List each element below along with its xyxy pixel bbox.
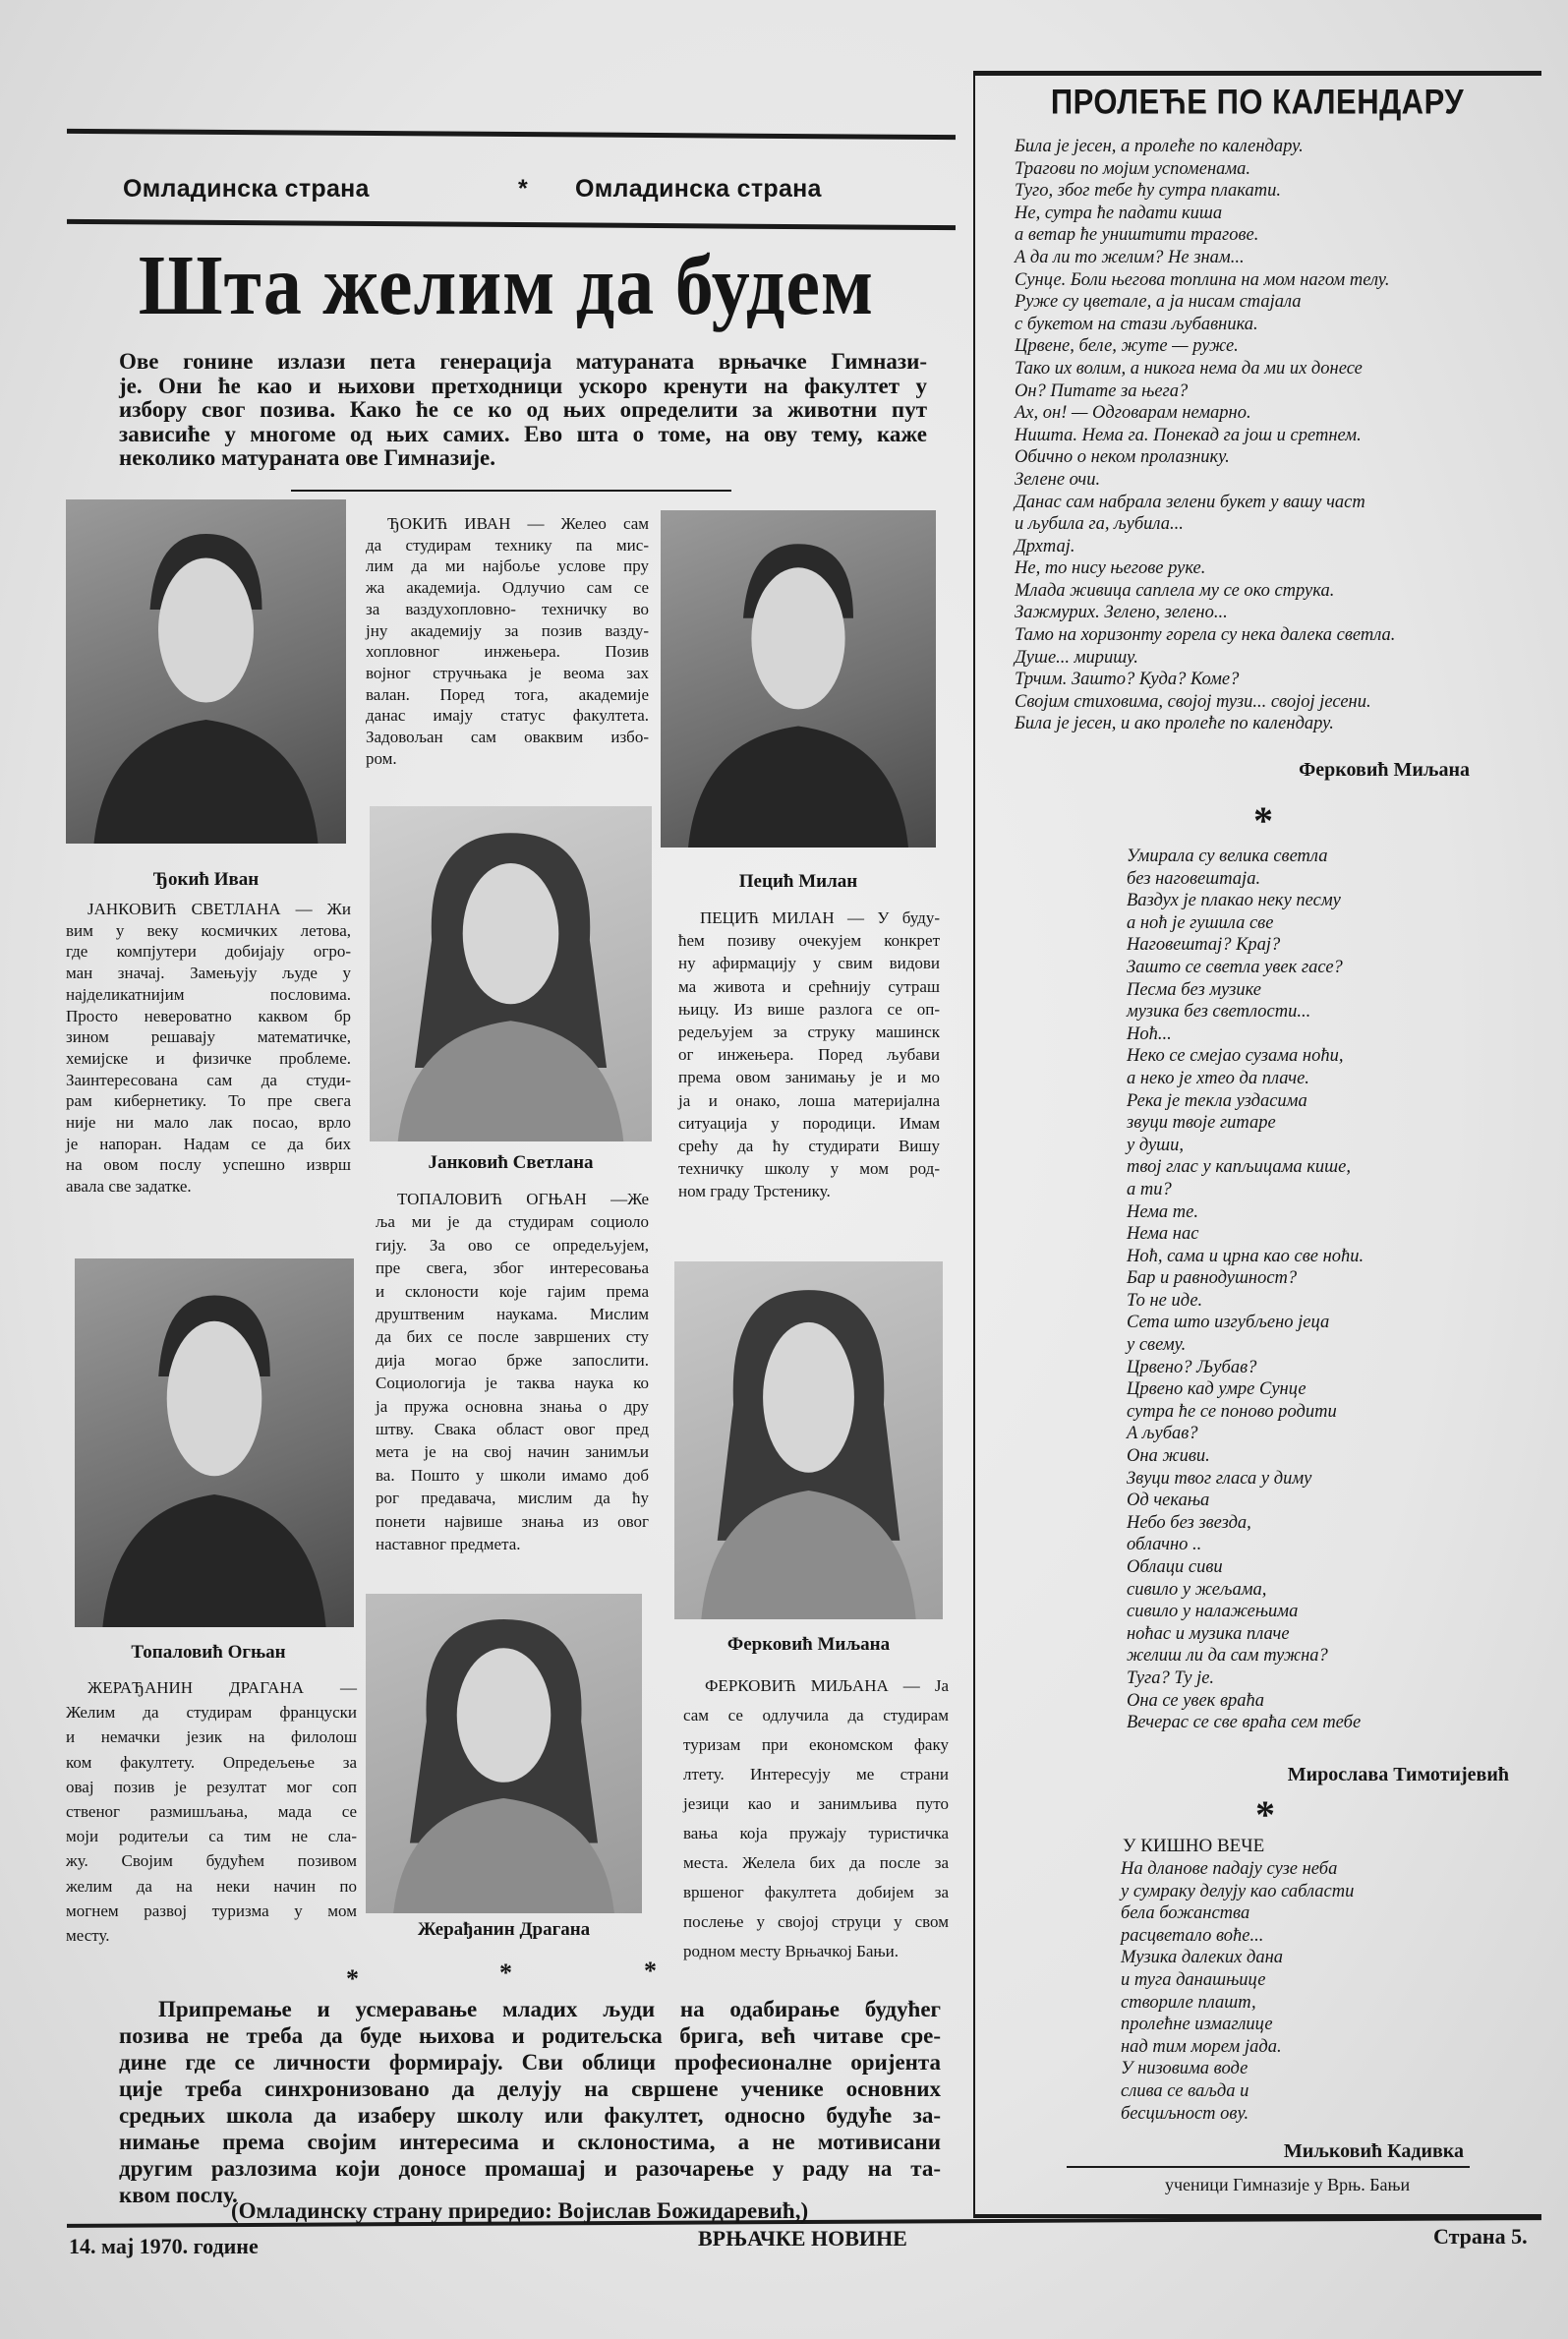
portrait-silhouette-icon bbox=[75, 1258, 354, 1627]
text-line: а ноћ је гушила све bbox=[1127, 912, 1274, 933]
text-line: Ваздух је плакао неку песму bbox=[1127, 891, 1341, 911]
portrait-photo-zeradjanin bbox=[366, 1594, 642, 1913]
text-line: срећу да ћу студирати Вишу bbox=[678, 1137, 940, 1156]
poem-3-author: Миљковић Кадивка bbox=[1283, 2140, 1464, 2162]
text-line: рог предавача, мислим да ћу bbox=[376, 1489, 649, 1508]
poetry-footnote: ученици Гимназије у Врњ. Бањи bbox=[1165, 2175, 1411, 2194]
text-line: дине где се личности формирају. Сви облици професионалне оријента bbox=[119, 2050, 941, 2075]
text-line: је напоран. Надам се да бих bbox=[66, 1134, 351, 1153]
flower-separator-icon: * bbox=[1255, 1792, 1275, 1837]
text-line: данас имају статус факултета. bbox=[366, 706, 649, 726]
text-line: није ни мало лак посао, врло bbox=[66, 1113, 351, 1133]
footer-date: 14. мај 1970. године bbox=[69, 2234, 259, 2258]
text-line: с букетом на стази љубавника. bbox=[1015, 314, 1258, 334]
poetry-title: ПРОЛЕЋЕ ПО КАЛЕНДАРУ bbox=[1050, 82, 1465, 122]
poem-2-author: Мирослава Тимотијевић bbox=[1287, 1764, 1509, 1785]
text-line: Душе... миришу. bbox=[1015, 647, 1138, 668]
text-line: Задовољан сам оваквим избо- bbox=[366, 728, 649, 747]
text-line: војног стручњака је веома зах bbox=[366, 663, 649, 682]
text-line: а ти? bbox=[1127, 1179, 1172, 1199]
text-line: Зелене очи. bbox=[1015, 469, 1101, 490]
text-line: ром. bbox=[366, 748, 397, 768]
text-line: ФЕРКОВИЋ МИЉАНА — Ја bbox=[705, 1676, 949, 1695]
caption-jankovic: Јанковић Светлана bbox=[428, 1152, 594, 1173]
text-line: понети највише знања из овог bbox=[376, 1511, 649, 1531]
caption-djokic: Ђокић Иван bbox=[152, 869, 260, 890]
text-line: У низовима воде bbox=[1121, 2059, 1249, 2079]
text-line: избору свог позива. Како ће се ко од њих определити за животни пут bbox=[119, 397, 927, 422]
text-line: сивило у налажењима bbox=[1127, 1602, 1299, 1622]
text-line: је. Они ће као и њихови претходници ускоро кренути на факултет у bbox=[119, 373, 927, 398]
text-line: да студирам технику па мис- bbox=[366, 535, 649, 555]
poem-2 bbox=[1127, 846, 1364, 1734]
portrait-silhouette-icon bbox=[370, 806, 652, 1141]
text-line: Нема нас bbox=[1127, 1224, 1199, 1245]
poetry-box-bottom-rule bbox=[973, 2214, 1541, 2218]
text-line: А љубав? bbox=[1127, 1424, 1198, 1444]
text-line: Она живи. bbox=[1127, 1446, 1210, 1467]
text-line: Трчим. Зашто? Куда? Коме? bbox=[1015, 670, 1240, 690]
divider-star: * bbox=[346, 1964, 359, 1993]
poem-1 bbox=[1015, 136, 1395, 735]
text-line: ком факултету. Опредељење за bbox=[66, 1752, 357, 1772]
text-line: Не, то нису његове руке. bbox=[1015, 558, 1206, 579]
portrait-photo-djokic bbox=[66, 499, 346, 844]
text-line: створиле плашт, bbox=[1121, 1992, 1256, 2013]
text-line: Ове гонине излази пета генерација матураната врњачке Гимнази- bbox=[119, 349, 927, 374]
text-line: облачно .. bbox=[1127, 1535, 1202, 1555]
text-line: ноћас и музика плаче bbox=[1127, 1623, 1290, 1644]
text-line: На дланове падају сузе неба bbox=[1121, 1859, 1338, 1879]
text-line: Облаци сиви bbox=[1127, 1557, 1223, 1577]
portrait-silhouette-icon bbox=[366, 1594, 642, 1913]
text-line: овај позив је резултат мог соп bbox=[66, 1777, 357, 1796]
text-line: ном граду Трстенику. bbox=[678, 1182, 831, 1201]
text-line: ПЕЦИЋ МИЛАН — У буду- bbox=[700, 908, 940, 927]
text-line: Просто невероватно каквом бр bbox=[66, 1006, 351, 1025]
text-line: музика без светлости... bbox=[1127, 1002, 1311, 1023]
text-line: желим да на неки начин по bbox=[66, 1876, 357, 1896]
text-line: Он? Питате за њега? bbox=[1015, 380, 1189, 401]
text-line: твој глас у капљицама кише, bbox=[1127, 1157, 1351, 1178]
closing-paragraph bbox=[119, 1996, 941, 2208]
caption-pecic: Пецић Милан bbox=[738, 871, 858, 892]
poem-3 bbox=[1121, 1858, 1354, 2125]
text-line: језици као и занимљива путо bbox=[683, 1794, 949, 1813]
text-line: Бар и равнодушност? bbox=[1127, 1268, 1298, 1289]
text-line: ја пружа основна знања о дру bbox=[376, 1396, 649, 1416]
text-line: Црвено? Љубав? bbox=[1127, 1357, 1257, 1377]
text-line: жу. Својим будућем позивом bbox=[66, 1851, 357, 1871]
header-bottom-rule bbox=[67, 219, 956, 230]
portrait-silhouette-icon bbox=[66, 499, 346, 844]
text-line: Данас сам набрала зелени букет у вашу част bbox=[1015, 492, 1365, 512]
text-line: у свему. bbox=[1127, 1335, 1187, 1356]
text-line: ТОПАЛОВИЋ ОГЊАН —Же bbox=[397, 1190, 649, 1208]
text-line: валан. Поред тога, академије bbox=[366, 684, 649, 704]
portrait-photo-jankovic bbox=[370, 806, 652, 1141]
text-line: ну афирмацију у свим видови bbox=[678, 954, 940, 973]
text-line: рам кибернетику. То пре свега bbox=[66, 1091, 351, 1111]
text-line: То не иде. bbox=[1127, 1290, 1203, 1311]
portrait-photo-topalovic bbox=[75, 1258, 354, 1627]
text-line: пре свега, због интересовања bbox=[376, 1258, 649, 1278]
text-line: могнем развој туризма у мом bbox=[66, 1900, 357, 1920]
text-line: и љубила га, љубила... bbox=[1015, 514, 1184, 535]
text-line: сивило у жељама, bbox=[1127, 1579, 1267, 1600]
text-line: Црвено кад умре Сунце bbox=[1127, 1379, 1307, 1400]
text-line: у сумраку делују као сабласти bbox=[1121, 1881, 1355, 1901]
text-line: њицу. Из више разлога се оп- bbox=[678, 999, 940, 1019]
text-line: наставног предмета. bbox=[376, 1535, 521, 1554]
text-line: у души, bbox=[1127, 1135, 1185, 1155]
text-line: Умирала су велика светла bbox=[1127, 847, 1328, 866]
text-line: лим да ми најбоље услове пру bbox=[366, 556, 649, 576]
statement-topalovic bbox=[376, 1188, 649, 1556]
text-line: Желим да студирам француски bbox=[66, 1703, 357, 1723]
footer-newspaper-name: ВРЊАЧКЕ НОВИНЕ bbox=[698, 2226, 907, 2251]
text-line: где компјутери добијају огро- bbox=[66, 942, 351, 962]
text-line: Музика далеких дана bbox=[1121, 1948, 1284, 1968]
text-line: бела божанства bbox=[1121, 1903, 1250, 1924]
intro-divider bbox=[291, 490, 731, 492]
text-line: друштвеним наукама. Мислим bbox=[376, 1305, 649, 1324]
section-label-left: Омладинска страна bbox=[123, 175, 370, 203]
text-line: штву. Свака област овог пред bbox=[376, 1420, 649, 1439]
text-line: најделикатнијим пословима. bbox=[66, 984, 351, 1004]
text-line: Социологија је таква наука ко bbox=[376, 1374, 649, 1393]
statement-ferkovic bbox=[683, 1671, 949, 1966]
text-line: према овом занимању је и мо bbox=[678, 1068, 940, 1087]
caption-zeradjanin: Жерађанин Драгана bbox=[417, 1919, 591, 1940]
poetry-footnote-rule bbox=[1067, 2166, 1470, 2168]
text-line: ЈАНКОВИЋ СВЕТЛАНА — Жи bbox=[87, 900, 351, 918]
footer-page-number: Страна 5. bbox=[1433, 2224, 1528, 2249]
divider-star: * bbox=[644, 1957, 657, 1985]
text-line: Својим стиховима, својој тузи... својој јесени. bbox=[1015, 691, 1371, 712]
text-line: хемијске и физичке проблеме. bbox=[66, 1048, 351, 1068]
poem-1-author: Ферковић Миљана bbox=[1299, 759, 1470, 781]
text-line: ћем позиву очекујем конкрет bbox=[678, 931, 940, 951]
statement-zeradjanin bbox=[66, 1675, 357, 1948]
text-line: позива не треба да буде њихова и родитељска брига, већ читаве сре- bbox=[119, 2023, 941, 2048]
text-line: Небо без звезда, bbox=[1127, 1512, 1251, 1533]
portrait-photo-ferkovic bbox=[674, 1261, 943, 1619]
text-line: вршеног факултета добијем за bbox=[683, 1883, 949, 1901]
page-credit: (Омладинску страну приредио: Војислав Божидаревић,) bbox=[231, 2198, 809, 2223]
text-line: вим у веку космичких летова, bbox=[66, 920, 351, 940]
text-line: редељујем за струку машинск bbox=[678, 1023, 940, 1042]
text-line: месту. bbox=[66, 1926, 110, 1946]
text-line: А да ли то желим? Не знам... bbox=[1015, 247, 1245, 267]
text-line: Ноћ, сама и црна као све ноћи. bbox=[1127, 1246, 1365, 1266]
text-line: пролећне измаглице bbox=[1121, 2015, 1273, 2035]
statement-pecic bbox=[678, 906, 940, 1203]
caption-ferkovic: Ферковић Миљана bbox=[726, 1634, 891, 1655]
text-line: ја и онако, лоша материјална bbox=[678, 1090, 940, 1110]
text-line: ције треба синхронизовано да делују на свршене ученике основних bbox=[119, 2076, 941, 2101]
text-line: Сета што изгубљено јеца bbox=[1127, 1313, 1330, 1333]
text-line: Туго, због тебе ћу сутра плакати. bbox=[1015, 181, 1281, 202]
text-line: Она се увек враћа bbox=[1127, 1690, 1264, 1711]
text-line: неколико матураната ове Гимназије. bbox=[119, 445, 495, 470]
text-line: квом послу. bbox=[119, 2183, 238, 2207]
text-line: ља ми је да студирам социоло bbox=[376, 1212, 649, 1232]
text-line: сутра ће се поново родити bbox=[1127, 1401, 1337, 1422]
text-line: и туга данашњице bbox=[1121, 1969, 1266, 1990]
text-line: ситуација у породици. Имам bbox=[678, 1113, 940, 1133]
text-line: Река је текла уздасима bbox=[1127, 1090, 1307, 1111]
text-line: вања која пружају туристичка bbox=[683, 1824, 949, 1842]
text-line: моји родитељи са тим не сла- bbox=[66, 1827, 357, 1846]
flower-separator-icon: * bbox=[1253, 798, 1273, 843]
text-line: родном месту Врњачкој Бањи. bbox=[683, 1942, 900, 1960]
poetry-box-left-border bbox=[973, 71, 975, 2218]
text-line: Млада живица саплела му се око струка. bbox=[1015, 580, 1335, 601]
text-line: Нема те. bbox=[1127, 1201, 1198, 1222]
text-line: а ветар ће уништити трагове. bbox=[1015, 225, 1259, 246]
text-line: Црвене, беле, жуте — руже. bbox=[1015, 336, 1239, 357]
text-line: Од чекања bbox=[1127, 1491, 1210, 1511]
text-line: и немачки језик на филолош bbox=[66, 1727, 357, 1747]
portrait-silhouette-icon bbox=[674, 1261, 943, 1619]
text-line: и склоности које гајим према bbox=[376, 1281, 649, 1301]
text-line: ЖЕРАЂАНИН ДРАГАНА — bbox=[87, 1678, 357, 1697]
section-separator: * bbox=[518, 175, 529, 203]
text-line: авала све задатке. bbox=[66, 1177, 192, 1197]
text-line: гију. За ово се опредељујем, bbox=[376, 1235, 649, 1255]
text-line: ман значај. Замењују људе у bbox=[66, 964, 351, 983]
text-line: Ништа. Нема га. Понекад га још и сретнем. bbox=[1015, 425, 1362, 445]
text-line: Руже су цветале, а ја нисам стајала bbox=[1015, 292, 1302, 313]
text-line: бесциљност ову. bbox=[1121, 2103, 1249, 2124]
text-line: Наговештај? Крај? bbox=[1127, 935, 1281, 956]
divider-star: * bbox=[499, 1959, 512, 1987]
text-line: ственог размишљања, мада се bbox=[66, 1802, 357, 1822]
text-line: Звуци твог гласа у диму bbox=[1127, 1468, 1312, 1489]
text-line: Тако их волим, а никога нема да ми их донесе bbox=[1015, 358, 1363, 379]
text-line: другим разлозима који доносе промашај и разочарење у раду на та- bbox=[119, 2156, 941, 2181]
text-line: Ах, он! — Одговарам немарно. bbox=[1015, 403, 1251, 424]
text-line: Песма без музике bbox=[1127, 979, 1261, 1000]
text-line: желиш ли да сам тужна? bbox=[1127, 1646, 1328, 1667]
text-line: ЂОКИЋ ИВАН — Желео сам bbox=[387, 514, 649, 533]
text-line: хопловног инжењера. Позив bbox=[366, 642, 649, 662]
text-line: техничку школу у мом род- bbox=[678, 1159, 940, 1179]
text-line: Дрхтај. bbox=[1015, 536, 1075, 556]
text-line: Туга? Ту је. bbox=[1127, 1667, 1215, 1688]
text-line: звуци твоје гитаре bbox=[1127, 1113, 1276, 1134]
poetry-box-top-rule bbox=[973, 71, 1541, 76]
text-line: Трагови по мојим успоменама. bbox=[1015, 158, 1251, 179]
statement-djokic bbox=[366, 513, 649, 769]
section-label-right: Омладинска страна bbox=[575, 175, 822, 203]
text-line: ма живота и срећнију сутраш bbox=[678, 976, 940, 996]
text-line: без наговештаја. bbox=[1127, 868, 1261, 889]
text-line: средњих школа да изаберу школу или факултет, односно будуће за- bbox=[119, 2103, 941, 2128]
text-line: да бих се после завршених сту bbox=[376, 1327, 649, 1347]
text-line: над тим морем јада. bbox=[1121, 2036, 1282, 2057]
poem-3-title: У КИШНО ВЕЧЕ bbox=[1123, 1836, 1265, 1856]
text-line: Била је јесен, и ако пролеће по календару. bbox=[1015, 714, 1334, 734]
text-line: слива се ваљда и bbox=[1121, 2080, 1249, 2101]
text-line: а неко је хтео да плаче. bbox=[1127, 1068, 1309, 1088]
text-line: ог инжењера. Поред љубави bbox=[678, 1045, 940, 1065]
text-line: нимање према својим интересима и склоностима, а не мотивисани bbox=[119, 2130, 941, 2154]
text-line: мета је на свој начин занимљи bbox=[376, 1442, 649, 1462]
text-line: зином решавају математичке, bbox=[66, 1027, 351, 1047]
text-line: на овом послу успешно изврш bbox=[66, 1155, 351, 1175]
text-line: Вечерас се све враћа сем тебе bbox=[1127, 1713, 1362, 1733]
text-line: Ноћ... bbox=[1127, 1023, 1172, 1044]
text-line: сам се одлучила да студирам bbox=[683, 1706, 949, 1725]
text-line: туризам при економском факу bbox=[683, 1735, 949, 1754]
text-line: зависиће у многоме од њих самих. Ево шта о томе, на ову тему, каже bbox=[119, 421, 927, 446]
text-line: Заинтересована сам да студи- bbox=[66, 1070, 351, 1089]
text-line: Тамо на хоризонту горела су нека далека светла. bbox=[1015, 625, 1396, 646]
portrait-photo-pecic bbox=[661, 510, 936, 848]
header-top-rule bbox=[67, 129, 956, 140]
text-line: расцветало воће... bbox=[1121, 1925, 1264, 1946]
article-intro bbox=[119, 350, 927, 471]
text-line: Не, сутра ће падати киша bbox=[1015, 203, 1223, 223]
text-line: Неко се смејао сузама ноћи, bbox=[1127, 1046, 1344, 1067]
text-line: јну академију за позив ваздy- bbox=[366, 620, 649, 640]
text-line: за ваздухопловно- техничку во bbox=[366, 599, 649, 618]
text-line: Била је јесен, а пролеће по календару. bbox=[1015, 137, 1304, 156]
text-line: послење у својој струци у свом bbox=[683, 1912, 949, 1931]
statement-jankovic bbox=[66, 899, 351, 1198]
text-line: Зашто се светла увек гасе? bbox=[1127, 957, 1343, 977]
text-line: места. Желела бих да после за bbox=[683, 1853, 949, 1872]
article-title: Шта желим да будем bbox=[138, 236, 875, 333]
text-line: Припремање и усмеравање младих људи на одабирање будућег bbox=[158, 1997, 941, 2021]
text-line: дија могао брже запослити. bbox=[376, 1350, 649, 1370]
text-line: Сунце. Боли његова топлина на мом нагом телу. bbox=[1015, 269, 1390, 290]
portrait-silhouette-icon bbox=[661, 510, 936, 848]
text-line: Зажмурих. Зелено, зелено... bbox=[1015, 603, 1228, 623]
text-line: лтету. Интересују ме страни bbox=[683, 1765, 949, 1783]
text-line: ва. Пошто у школи имамо доб bbox=[376, 1465, 649, 1485]
caption-topalovic: Топаловић Огњан bbox=[131, 1642, 286, 1663]
text-line: жа академија. Одлучио сам се bbox=[366, 578, 649, 598]
text-line: Обично о неком пролазнику. bbox=[1015, 447, 1230, 468]
